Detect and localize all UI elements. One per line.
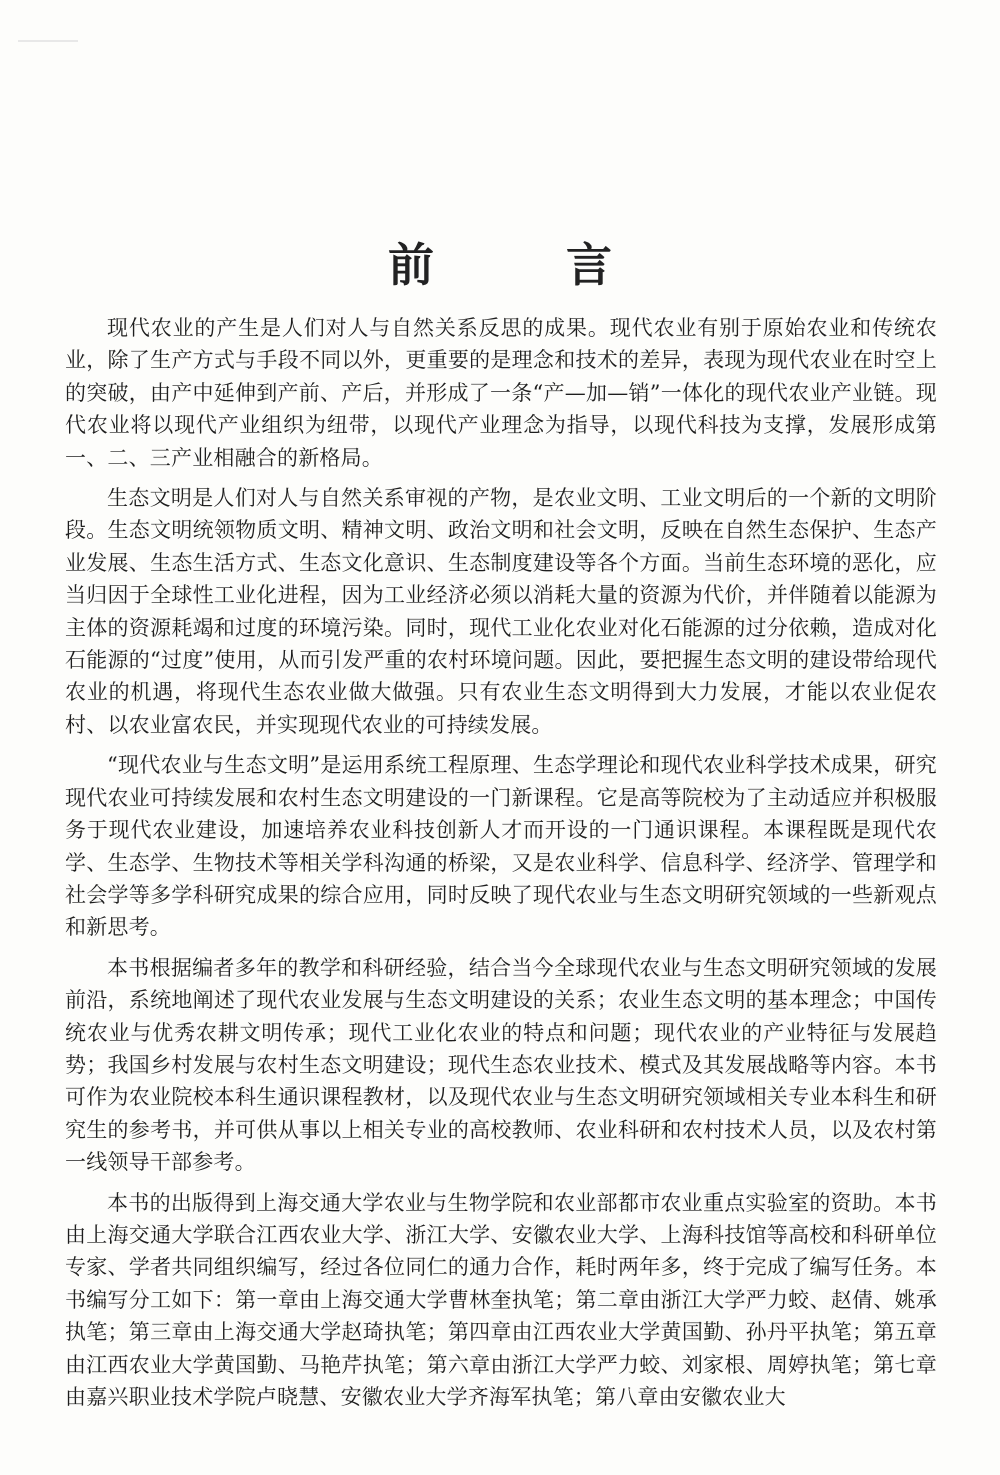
page-title: 前 言 xyxy=(387,237,670,292)
preface-body xyxy=(65,312,937,1421)
paragraph-2: 生态文明是人们对人与自然关系审视的产物，是农业文明、工业文明后的一个新的文明阶段。生态文明统领物质文明、精神文明、政治文明和社会文明，反映在自然生态保护、生态产业发展、生态生活方式、生态文化意识、生态制度建设等各个方面。当前生态环境的恶化，应当归因于全球性工业化进程，因为工业经济必须以消耗大量的资源为代价，并伴随着以能源为主体的资源耗竭和过度的环境污染。同时，现代工业化农业对化石能源的过分依赖，造成对化石能源的“过度”使用，从而引发严重的农村环境问题。因此，要把握生态文明的建设带给现代农业的机遇，将现代生态农业做大做强。只有农业生态文明得到大力发展，才能以农业促农村、以农业富农民，并实现现代农业的可持续发展。 xyxy=(65,486,937,737)
paragraph-5: 本书的出版得到上海交通大学农业与生物学院和农业部都市农业重点实验室的资助。本书由上海交通大学联合江西农业大学、浙江大学、安徽农业大学、上海科技馆等高校和科研单位专家、学者共同组织编写，经过各位同仁的通力合作，耗时两年多，终于完成了编写任务。本书编写分工如下：第一章由上海交通大学曹林奎执笔；第二章由浙江大学严力蛟、赵倩、姚承执笔；第三章由上海交通大学赵琦执笔；第四章由江西农业大学黄国勤、孙丹平执笔；第五章由江西农业大学黄国勤、马艳芹执笔；第六章由浙江大学严力蛟、刘家根、周婷执笔；第七章由嘉兴职业技术学院卢晓慧、安徽农业大学齐海军执笔；第八章由安徽农业大 xyxy=(65,1190,937,1409)
paragraph-1: 现代农业的产生是人们对人与自然关系反思的成果。现代农业有别于原始农业和传统农业，除了生产方式与手段不同以外，更重要的是理念和技术的差异，表现为现代农业在时空上的突破，由产中延伸到产前、产后，并形成了一条“产—加—销”一体化的现代农业产业链。现代农业将以现代产业组织为纽带，以现代产业理念为指导，以现代科技为支撑，发展形成第一、二、三产业相融合的新格局。 xyxy=(65,316,937,470)
paragraph-3: “现代农业与生态文明”是运用系统工程原理、生态学理论和现代农业科学技术成果，研究现代农业可持续发展和农村生态文明建设的一门新课程。它是高等院校为了主动适应并积极服务于现代农业建设，加速培养农业科技创新人才而开设的一门通识课程。本课程既是现代农学、生态学、生物技术等相关学科沟通的桥梁，又是农业科学、信息科学、经济学、管理学和社会学等多学科研究成果的综合应用，同时反映了现代农业与生态文明研究领域的一些新观点和新思考。 xyxy=(65,753,937,940)
paragraph-4: 本书根据编者多年的教学和科研经验，结合当今全球现代农业与生态文明研究领域的发展前沿，系统地阐述了现代农业发展与生态文明建设的关系；农业生态文明的基本理念；中国传统农业与优秀农耕文明传承；现代工业化农业的特点和问题；现代农业的产业特征与发展趋势；我国乡村发展与农村生态文明建设；现代生态农业技术、模式及其发展战略等内容。本书可作为农业院校本科生通识课程教材，以及现代农业与生态文明研究领域相关专业本科生和研究生的参考书，并可供从事以上相关专业的高校教师、农业科研和农村技术人员，以及农村第一线领导干部参考。 xyxy=(65,955,937,1175)
scan-artifact xyxy=(18,40,78,42)
